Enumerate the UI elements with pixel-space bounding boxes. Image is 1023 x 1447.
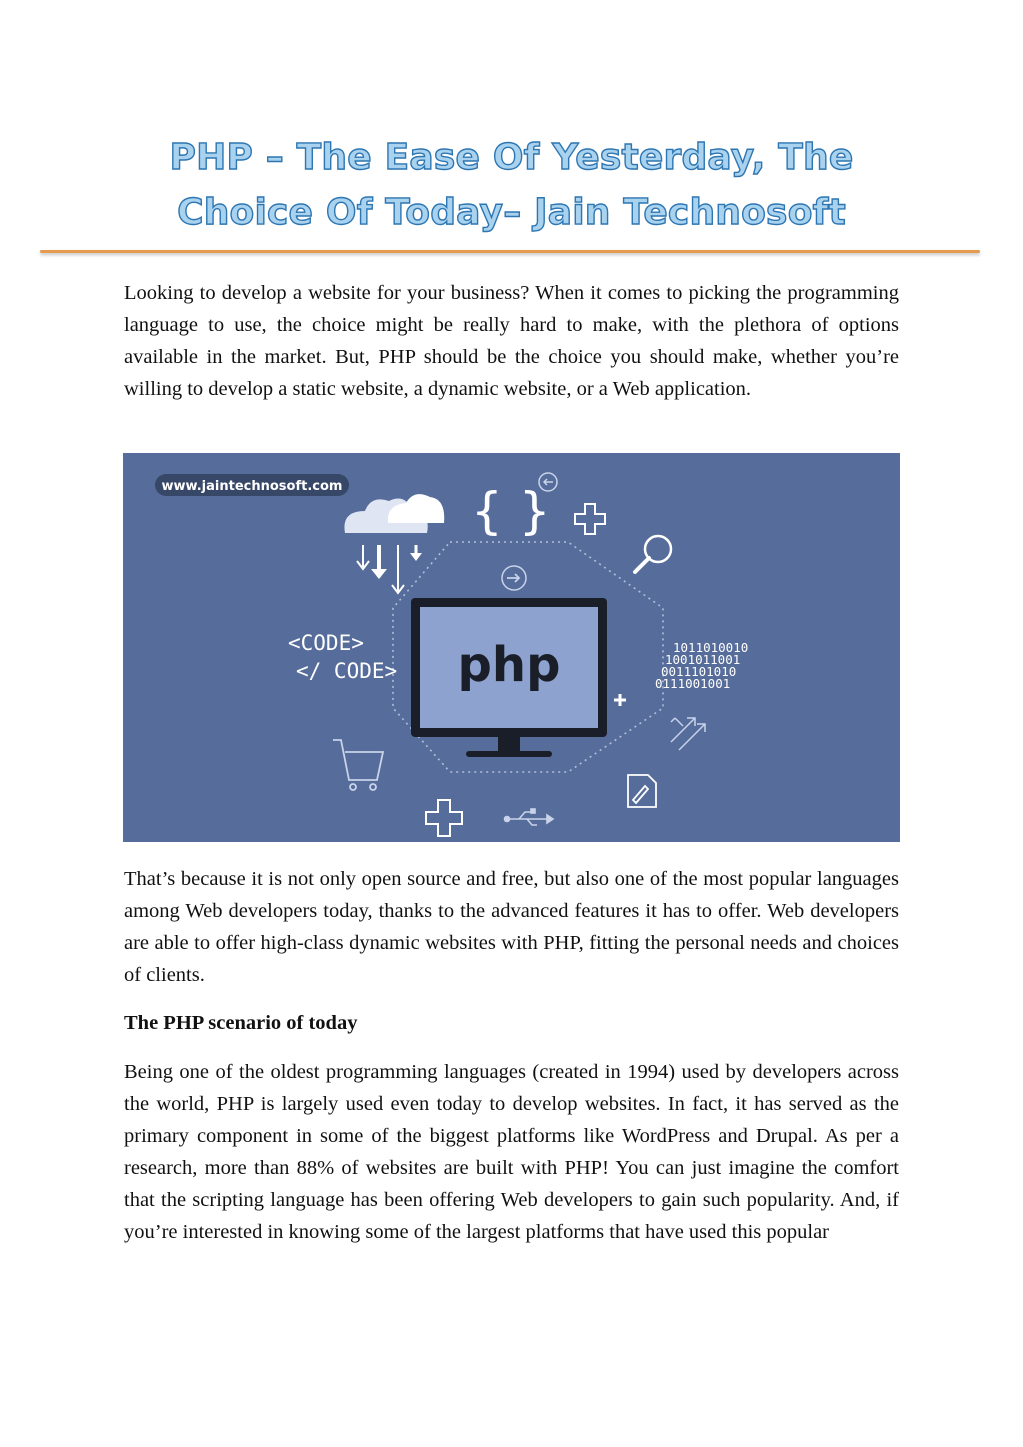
plus-icon — [575, 504, 605, 534]
binary-line: 1011010010 — [673, 640, 749, 655]
curly-braces-icon: { } — [471, 482, 551, 540]
php-banner-image — [123, 453, 900, 842]
code-close-text: </ CODE> — [296, 659, 398, 683]
code-open-text: <CODE> — [288, 631, 364, 655]
trend-arrows-icon — [671, 718, 705, 750]
title-line-2: Choice Of Today– Jain Technosoft — [177, 192, 846, 233]
cloud-download-icon — [344, 494, 444, 593]
magnifier-icon — [635, 536, 671, 572]
title-line-1: PHP – The Ease Of Yesterday, The — [169, 137, 854, 178]
binary-line: 0011101010 — [661, 664, 737, 679]
shopping-cart-icon — [333, 740, 383, 790]
php-logo-text: php — [457, 637, 561, 693]
document-pen-icon — [628, 775, 656, 807]
arrow-circle-right-icon — [502, 566, 526, 590]
intro-paragraph: Looking to develop a website for your business? When it comes to picking the programming language to use, the choice might be really hard to make, with the plethora of options available in the market. But, PHP should be the choice you should make, whether you’re willing to develop a static website, a dynamic website, or a Web application. — [124, 282, 899, 400]
plus-icon-large — [426, 800, 462, 836]
plus-icon-small — [614, 694, 626, 706]
document-title — [60, 130, 963, 240]
title-divider — [40, 250, 980, 253]
usb-icon — [505, 809, 554, 825]
binary-line: 0111001001 — [655, 676, 731, 691]
section-heading: The PHP scenario of today — [124, 1012, 358, 1034]
binary-text — [655, 640, 748, 691]
binary-line: 1001011001 — [665, 652, 741, 667]
monitor-icon — [411, 598, 607, 757]
banner-url-text: www.jaintechnosoft.com — [161, 479, 343, 494]
paragraph-open-source: That’s because it is not only open source and free, but also one of the most popular languages among Web developers today, thanks to the advanced features it has to offer. Web developers are able to offer high-class dynamic websites with PHP, fitting the personal needs and choices of clients. — [124, 868, 899, 986]
paragraph-php-scenario: Being one of the oldest programming languages (created in 1994) used by developers across the world, PHP is largely used even today to develop websites. In fact, it has served as the primary component in some of the biggest platforms like WordPress and Drupal. As per a research, more than 88% of websites are built with PHP! You can just imagine the comfort that the scripting language has been offering Web developers to gain such popularity. And, if you’re interested in knowing some of the largest platforms that have used this popular — [124, 1061, 899, 1243]
